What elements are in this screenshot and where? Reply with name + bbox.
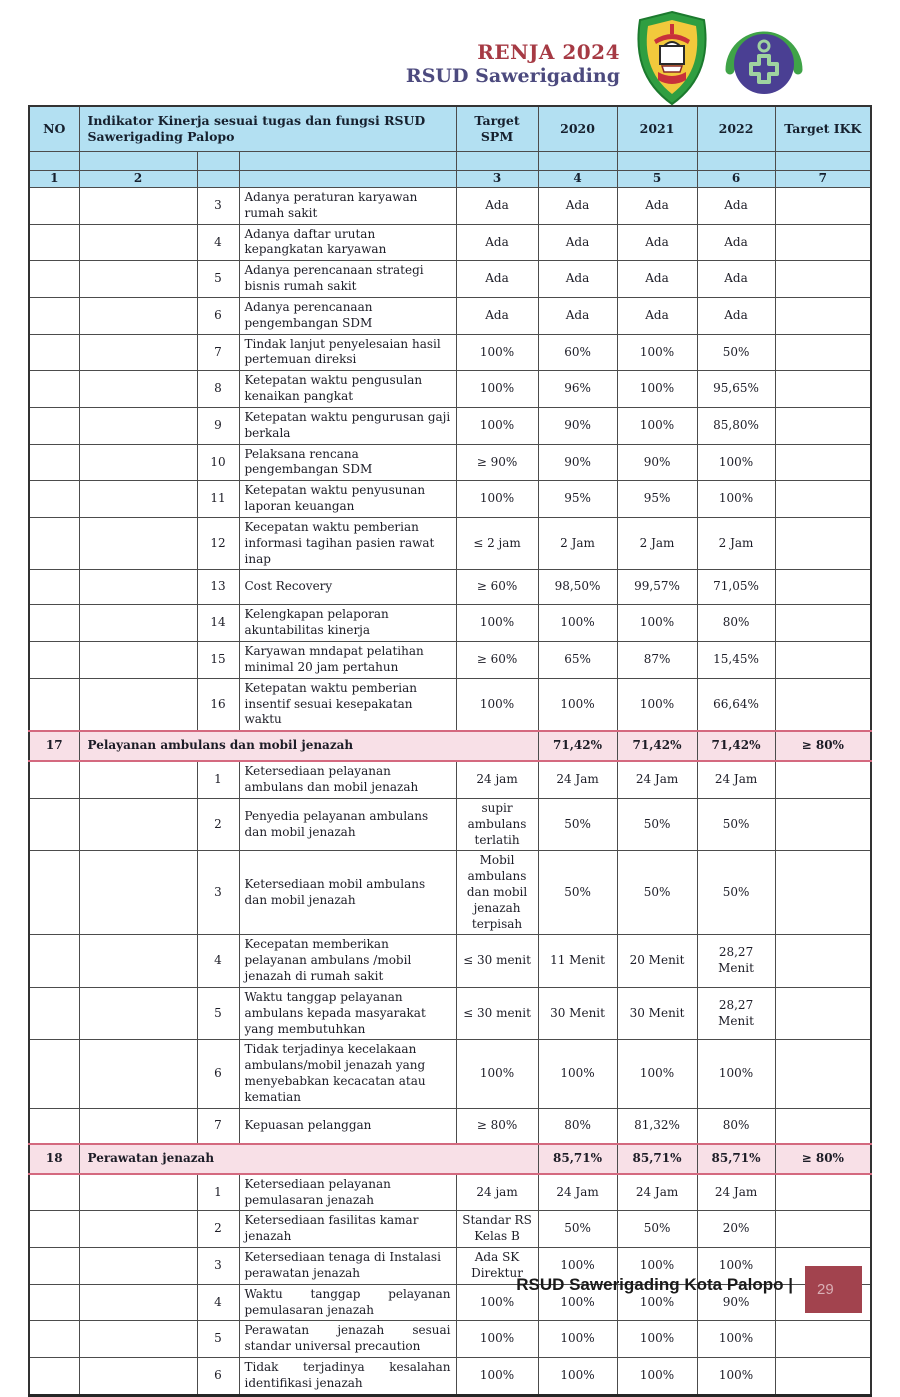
- table-row: [29, 188, 871, 225]
- item-number-cell: 1: [197, 1174, 239, 1211]
- value-2020-cell: 24 Jam: [538, 1174, 617, 1211]
- target-spm-cell: Ada: [456, 261, 538, 298]
- item-number-cell: 1: [197, 761, 239, 798]
- value-2021-cell: 95%: [617, 481, 697, 518]
- spacer-cell: [79, 798, 197, 850]
- item-number-cell: 7: [197, 334, 239, 371]
- value-2020-cell: 100%: [538, 1040, 617, 1108]
- no-cell: [29, 987, 79, 1039]
- spacer-cell: [79, 297, 197, 334]
- value-2020-cell: 80%: [538, 1108, 617, 1144]
- value-2022-cell: 90%: [697, 1284, 775, 1321]
- target-ikk-cell: [775, 1211, 871, 1248]
- value-2022-cell: Ada: [697, 224, 775, 261]
- value-2022-cell: 66,64%: [697, 678, 775, 731]
- target-ikk-cell: [775, 1108, 871, 1144]
- spacer-cell: [79, 678, 197, 731]
- value-2022-cell: 100%: [697, 1358, 775, 1396]
- value-2020-cell: 60%: [538, 334, 617, 371]
- header-target-ikk: Target IKK: [775, 106, 871, 152]
- table-row: [29, 1211, 871, 1248]
- no-cell: [29, 1321, 79, 1358]
- item-number-cell: 2: [197, 798, 239, 850]
- target-spm-cell: 24 jam: [456, 1174, 538, 1211]
- value-2022-cell: 50%: [697, 334, 775, 371]
- table-row: [29, 334, 871, 371]
- no-cell: [29, 481, 79, 518]
- table-row: [29, 678, 871, 731]
- value-2020-cell: 100%: [538, 1321, 617, 1358]
- value-2022-cell: 71,42%: [697, 731, 775, 761]
- header-target-spm: Target SPM: [456, 106, 538, 152]
- item-number-cell: 8: [197, 371, 239, 408]
- table-row: [29, 1040, 871, 1108]
- target-ikk-cell: [775, 798, 871, 850]
- spacer-cell: [79, 1321, 197, 1358]
- item-number-cell: 10: [197, 444, 239, 481]
- target-ikk-cell: [775, 605, 871, 642]
- target-ikk-cell: [775, 444, 871, 481]
- value-2022-cell: 100%: [697, 481, 775, 518]
- no-cell: [29, 1211, 79, 1248]
- value-2022-cell: 71,05%: [697, 570, 775, 605]
- indicator-cell: Adanya peraturan karyawan rumah sakit: [239, 188, 456, 225]
- spacer-cell: [79, 1040, 197, 1108]
- value-2022-cell: 24 Jam: [697, 1174, 775, 1211]
- spacer-cell: [79, 1211, 197, 1248]
- value-2020-cell: 65%: [538, 642, 617, 679]
- value-2021-cell: 2 Jam: [617, 517, 697, 569]
- value-2020-cell: 71,42%: [538, 731, 617, 761]
- spacer-cell: [79, 1174, 197, 1211]
- section-no-cell: 18: [29, 1144, 79, 1174]
- target-ikk-cell: [775, 371, 871, 408]
- header-2020: 2020: [538, 106, 617, 152]
- value-2020-cell: 90%: [538, 444, 617, 481]
- column-number-row: [29, 171, 871, 188]
- indicator-cell: Kecepatan memberikan pelayanan ambulans /mobil jenazah di rumah sakit: [239, 935, 456, 987]
- indicator-cell: Ketepatan waktu pemberian insentif sesuai kesepakatan waktu: [239, 678, 456, 731]
- header-no: NO: [29, 106, 79, 152]
- header-indicator: Indikator Kinerja sesuai tugas dan fungsi RSUD Sawerigading Palopo: [79, 106, 456, 152]
- value-2022-cell: 95,65%: [697, 371, 775, 408]
- target-ikk-cell: [775, 188, 871, 225]
- header-2021: 2021: [617, 106, 697, 152]
- value-2021-cell: 100%: [617, 371, 697, 408]
- colnum-1: 1: [29, 171, 79, 188]
- page-number-badge: 29: [805, 1266, 862, 1313]
- value-2020-cell: 96%: [538, 371, 617, 408]
- item-number-cell: 7: [197, 1108, 239, 1144]
- no-cell: [29, 570, 79, 605]
- value-2020-cell: 100%: [538, 1358, 617, 1396]
- value-2021-cell: 100%: [617, 1248, 697, 1285]
- target-spm-cell: ≥ 60%: [456, 570, 538, 605]
- target-spm-cell: 100%: [456, 605, 538, 642]
- value-2022-cell: 15,45%: [697, 642, 775, 679]
- target-spm-cell: supir ambulans terlatih: [456, 798, 538, 850]
- no-cell: [29, 224, 79, 261]
- item-number-cell: 6: [197, 297, 239, 334]
- value-2020-cell: 100%: [538, 605, 617, 642]
- value-2021-cell: 90%: [617, 444, 697, 481]
- item-number-cell: 6: [197, 1358, 239, 1396]
- target-ikk-cell: [775, 1040, 871, 1108]
- item-number-cell: 12: [197, 517, 239, 569]
- target-ikk-cell: [775, 407, 871, 444]
- indicator-cell: Kecepatan waktu pemberian informasi tagihan pasien rawat inap: [239, 517, 456, 569]
- spacer-cell: [79, 1108, 197, 1144]
- colnum-4: 4: [538, 171, 617, 188]
- indicator-cell: Tindak lanjut penyelesaian hasil pertemuan direksi: [239, 334, 456, 371]
- target-spm-cell: 100%: [456, 371, 538, 408]
- value-2022-cell: 28,27 Menit: [697, 935, 775, 987]
- spacer-cell: [79, 444, 197, 481]
- table-row: [29, 407, 871, 444]
- indicator-cell: Ketersediaan pelayanan ambulans dan mobil jenazah: [239, 761, 456, 798]
- indicator-cell: Tidak terjadinya kesalahan identifikasi jenazah: [239, 1358, 456, 1396]
- indicator-cell: Ketersediaan pelayanan pemulasaran jenazah: [239, 1174, 456, 1211]
- value-2020-cell: 50%: [538, 1211, 617, 1248]
- value-2021-cell: 50%: [617, 798, 697, 850]
- value-2021-cell: Ada: [617, 188, 697, 225]
- indicator-cell: Tidak terjadinya kecelakaan ambulans/mobil jenazah yang menyebabkan kecacatan atau kematian: [239, 1040, 456, 1108]
- target-ikk-cell: [775, 481, 871, 518]
- no-cell: [29, 444, 79, 481]
- value-2021-cell: 100%: [617, 678, 697, 731]
- target-ikk-cell: [775, 334, 871, 371]
- no-cell: [29, 297, 79, 334]
- indicator-cell: Ketersediaan mobil ambulans dan mobil jenazah: [239, 851, 456, 935]
- table-row: [29, 1321, 871, 1358]
- no-cell: [29, 642, 79, 679]
- target-spm-cell: 100%: [456, 1284, 538, 1321]
- value-2021-cell: 81,32%: [617, 1108, 697, 1144]
- no-cell: [29, 261, 79, 298]
- item-number-cell: 3: [197, 1248, 239, 1285]
- table-row: [29, 444, 871, 481]
- value-2020-cell: Ada: [538, 188, 617, 225]
- value-2020-cell: 85,71%: [538, 1144, 617, 1174]
- target-spm-cell: 100%: [456, 1321, 538, 1358]
- target-spm-cell: 100%: [456, 481, 538, 518]
- value-2021-cell: 87%: [617, 642, 697, 679]
- value-2022-cell: 28,27 Menit: [697, 987, 775, 1039]
- value-2022-cell: 85,80%: [697, 407, 775, 444]
- value-2021-cell: 30 Menit: [617, 987, 697, 1039]
- spacer-cell: [79, 261, 197, 298]
- footer-text: RSUD Sawerigading Kota Palopo |: [516, 1275, 793, 1294]
- value-2021-cell: 100%: [617, 1040, 697, 1108]
- value-2022-cell: 2 Jam: [697, 517, 775, 569]
- target-ikk-cell: [775, 1174, 871, 1211]
- value-2020-cell: 50%: [538, 851, 617, 935]
- value-2021-cell: 24 Jam: [617, 1174, 697, 1211]
- value-2022-cell: 100%: [697, 444, 775, 481]
- value-2021-cell: 100%: [617, 1284, 697, 1321]
- table-row: [29, 1174, 871, 1211]
- indicator-cell: Ketepatan waktu pengusulan kenaikan pangkat: [239, 371, 456, 408]
- indicator-cell: Penyedia pelayanan ambulans dan mobil jenazah: [239, 798, 456, 850]
- spacer-cell: [79, 224, 197, 261]
- table-header-row: [29, 106, 871, 152]
- target-ikk-cell: [775, 224, 871, 261]
- spacer-cell: [79, 935, 197, 987]
- spacer-cell: [79, 188, 197, 225]
- no-cell: [29, 605, 79, 642]
- target-ikk-cell: [775, 642, 871, 679]
- item-number-cell: 15: [197, 642, 239, 679]
- value-2021-cell: Ada: [617, 224, 697, 261]
- item-number-cell: 4: [197, 1284, 239, 1321]
- value-2021-cell: 100%: [617, 1321, 697, 1358]
- item-number-cell: 14: [197, 605, 239, 642]
- spacer-cell: [79, 517, 197, 569]
- value-2020-cell: 30 Menit: [538, 987, 617, 1039]
- table-row: [29, 297, 871, 334]
- spacer-cell: [79, 481, 197, 518]
- target-spm-cell: ≤ 30 menit: [456, 987, 538, 1039]
- item-number-cell: 5: [197, 261, 239, 298]
- spacer-cell: [79, 987, 197, 1039]
- table-row: [29, 935, 871, 987]
- header-spacer-row: [29, 152, 871, 171]
- target-spm-cell: Ada SK Direktur: [456, 1248, 538, 1285]
- item-number-cell: 6: [197, 1040, 239, 1108]
- target-ikk-cell: [775, 517, 871, 569]
- item-number-cell: 4: [197, 224, 239, 261]
- value-2022-cell: 100%: [697, 1248, 775, 1285]
- indicator-cell: Ketepatan waktu pengurusan gaji berkala: [239, 407, 456, 444]
- value-2020-cell: 90%: [538, 407, 617, 444]
- value-2022-cell: 20%: [697, 1211, 775, 1248]
- indicator-cell: Perawatan jenazah sesuai standar universal precaution: [239, 1321, 456, 1358]
- target-ikk-cell: [775, 678, 871, 731]
- section-row: [29, 731, 871, 761]
- spacer-cell: [79, 761, 197, 798]
- indicator-cell: Waktu tanggap pelayanan ambulans kepada masyarakat yang membutuhkan: [239, 987, 456, 1039]
- table-row: [29, 1108, 871, 1144]
- target-ikk-cell: [775, 987, 871, 1039]
- item-number-cell: 4: [197, 935, 239, 987]
- renja-title: RENJA 2024: [477, 40, 620, 64]
- target-spm-cell: 100%: [456, 678, 538, 731]
- target-spm-cell: ≤ 30 menit: [456, 935, 538, 987]
- target-ikk-cell: [775, 851, 871, 935]
- table-row: [29, 570, 871, 605]
- spacer-cell: [79, 642, 197, 679]
- value-2021-cell: 99,57%: [617, 570, 697, 605]
- value-2021-cell: 50%: [617, 851, 697, 935]
- indicator-cell: Adanya daftar urutan kepangkatan karyawan: [239, 224, 456, 261]
- value-2020-cell: 50%: [538, 798, 617, 850]
- item-number-cell: 9: [197, 407, 239, 444]
- target-spm-cell: 100%: [456, 1040, 538, 1108]
- target-ikk-cell: [775, 935, 871, 987]
- indicator-cell: Pelaksana rencana pengembangan SDM: [239, 444, 456, 481]
- value-2020-cell: 24 Jam: [538, 761, 617, 798]
- value-2022-cell: Ada: [697, 188, 775, 225]
- value-2020-cell: Ada: [538, 261, 617, 298]
- section-label-cell: Perawatan jenazah: [79, 1144, 538, 1174]
- value-2022-cell: Ada: [697, 261, 775, 298]
- no-cell: [29, 935, 79, 987]
- table-row: [29, 987, 871, 1039]
- colnum-7: 7: [775, 171, 871, 188]
- value-2020-cell: Ada: [538, 297, 617, 334]
- value-2020-cell: 98,50%: [538, 570, 617, 605]
- indicator-cell: Kepuasan pelanggan: [239, 1108, 456, 1144]
- table-row: [29, 517, 871, 569]
- item-number-cell: 11: [197, 481, 239, 518]
- target-ikk-cell: [775, 761, 871, 798]
- hospital-name: RSUD Sawerigading: [405, 65, 620, 87]
- value-2022-cell: 100%: [697, 1321, 775, 1358]
- colnum-3: 3: [456, 171, 538, 188]
- value-2022-cell: 80%: [697, 1108, 775, 1144]
- target-spm-cell: 100%: [456, 334, 538, 371]
- target-spm-cell: Ada: [456, 188, 538, 225]
- indicator-cell: Adanya perencanaan pengembangan SDM: [239, 297, 456, 334]
- spacer-cell: [79, 334, 197, 371]
- value-2021-cell: 100%: [617, 407, 697, 444]
- section-no-cell: 17: [29, 731, 79, 761]
- item-number-cell: 5: [197, 1321, 239, 1358]
- no-cell: [29, 188, 79, 225]
- target-spm-cell: Ada: [456, 224, 538, 261]
- spacer-cell: [79, 570, 197, 605]
- target-spm-cell: Standar RS Kelas B: [456, 1211, 538, 1248]
- value-2021-cell: 24 Jam: [617, 761, 697, 798]
- target-ikk-cell: [775, 570, 871, 605]
- item-number-cell: 2: [197, 1211, 239, 1248]
- value-2020-cell: 11 Menit: [538, 935, 617, 987]
- table-row: [29, 605, 871, 642]
- table-row: [29, 224, 871, 261]
- target-spm-cell: Mobil ambulans dan mobil jenazah terpisah: [456, 851, 538, 935]
- colnum-2: 2: [79, 171, 197, 188]
- value-2021-cell: 85,71%: [617, 1144, 697, 1174]
- value-2021-cell: 20 Menit: [617, 935, 697, 987]
- value-2022-cell: Ada: [697, 297, 775, 334]
- indicator-cell: Ketersediaan tenaga di Instalasi perawatan jenazah: [239, 1248, 456, 1285]
- target-spm-cell: 100%: [456, 407, 538, 444]
- indicator-cell: Ketersediaan fasilitas kamar jenazah: [239, 1211, 456, 1248]
- target-ikk-cell: ≥ 80%: [775, 1144, 871, 1174]
- no-cell: [29, 1108, 79, 1144]
- palopo-city-crest-icon: [630, 10, 714, 106]
- value-2020-cell: 100%: [538, 678, 617, 731]
- target-ikk-cell: [775, 1321, 871, 1358]
- table-row: [29, 761, 871, 798]
- value-2020-cell: 100%: [538, 1248, 617, 1285]
- value-2021-cell: 71,42%: [617, 731, 697, 761]
- value-2021-cell: Ada: [617, 261, 697, 298]
- target-spm-cell: 100%: [456, 1358, 538, 1396]
- spacer-cell: [79, 371, 197, 408]
- item-number-cell: 16: [197, 678, 239, 731]
- performance-indicator-table: [28, 105, 872, 1397]
- colnum-5: 5: [617, 171, 697, 188]
- section-row: [29, 1144, 871, 1174]
- table-row: [29, 642, 871, 679]
- colnum-6: 6: [697, 171, 775, 188]
- value-2021-cell: 100%: [617, 334, 697, 371]
- value-2022-cell: 50%: [697, 851, 775, 935]
- spacer-cell: [79, 851, 197, 935]
- table-row: [29, 798, 871, 850]
- value-2022-cell: 100%: [697, 1040, 775, 1108]
- item-number-cell: 5: [197, 987, 239, 1039]
- value-2021-cell: 100%: [617, 605, 697, 642]
- target-spm-cell: Ada: [456, 297, 538, 334]
- item-number-cell: 3: [197, 851, 239, 935]
- value-2022-cell: 24 Jam: [697, 761, 775, 798]
- item-number-cell: 13: [197, 570, 239, 605]
- indicator-cell: Karyawan mndapat pelatihan minimal 20 jam pertahun: [239, 642, 456, 679]
- indicator-cell: Cost Recovery: [239, 570, 456, 605]
- target-ikk-cell: [775, 261, 871, 298]
- header-2022: 2022: [697, 106, 775, 152]
- value-2020-cell: 100%: [538, 1284, 617, 1321]
- value-2020-cell: 2 Jam: [538, 517, 617, 569]
- no-cell: [29, 407, 79, 444]
- target-spm-cell: ≥ 80%: [456, 1108, 538, 1144]
- spacer-cell: [79, 605, 197, 642]
- spacer-cell: [79, 407, 197, 444]
- page-footer: [0, 1266, 862, 1313]
- target-spm-cell: ≤ 2 jam: [456, 517, 538, 569]
- indicator-cell: Ketepatan waktu penyusunan laporan keuangan: [239, 481, 456, 518]
- value-2022-cell: 85,71%: [697, 1144, 775, 1174]
- item-number-cell: 3: [197, 188, 239, 225]
- document-header: [270, 40, 620, 89]
- no-cell: [29, 798, 79, 850]
- no-cell: [29, 517, 79, 569]
- no-cell: [29, 851, 79, 935]
- no-cell: [29, 334, 79, 371]
- no-cell: [29, 1040, 79, 1108]
- indicator-cell: Adanya perencanaan strategi bisnis rumah sakit: [239, 261, 456, 298]
- value-2021-cell: Ada: [617, 297, 697, 334]
- hospital-logo-icon: [722, 18, 806, 100]
- target-ikk-cell: [775, 297, 871, 334]
- no-cell: [29, 1174, 79, 1211]
- table-body: [29, 188, 871, 1396]
- value-2021-cell: 50%: [617, 1211, 697, 1248]
- value-2021-cell: 100%: [617, 1358, 697, 1396]
- table-row: [29, 851, 871, 935]
- value-2020-cell: Ada: [538, 224, 617, 261]
- no-cell: [29, 371, 79, 408]
- no-cell: [29, 761, 79, 798]
- table-row: [29, 481, 871, 518]
- target-spm-cell: ≥ 90%: [456, 444, 538, 481]
- target-ikk-cell: ≥ 80%: [775, 731, 871, 761]
- indicator-cell: Waktu tanggap pelayanan pemulasaran jenazah: [239, 1284, 456, 1321]
- no-cell: [29, 678, 79, 731]
- value-2022-cell: 80%: [697, 605, 775, 642]
- indicator-cell: Kelengkapan pelaporan akuntabilitas kinerja: [239, 605, 456, 642]
- table-row: [29, 261, 871, 298]
- value-2020-cell: 95%: [538, 481, 617, 518]
- table-row: [29, 371, 871, 408]
- target-spm-cell: ≥ 60%: [456, 642, 538, 679]
- value-2022-cell: 50%: [697, 798, 775, 850]
- section-label-cell: Pelayanan ambulans dan mobil jenazah: [79, 731, 538, 761]
- target-spm-cell: 24 jam: [456, 761, 538, 798]
